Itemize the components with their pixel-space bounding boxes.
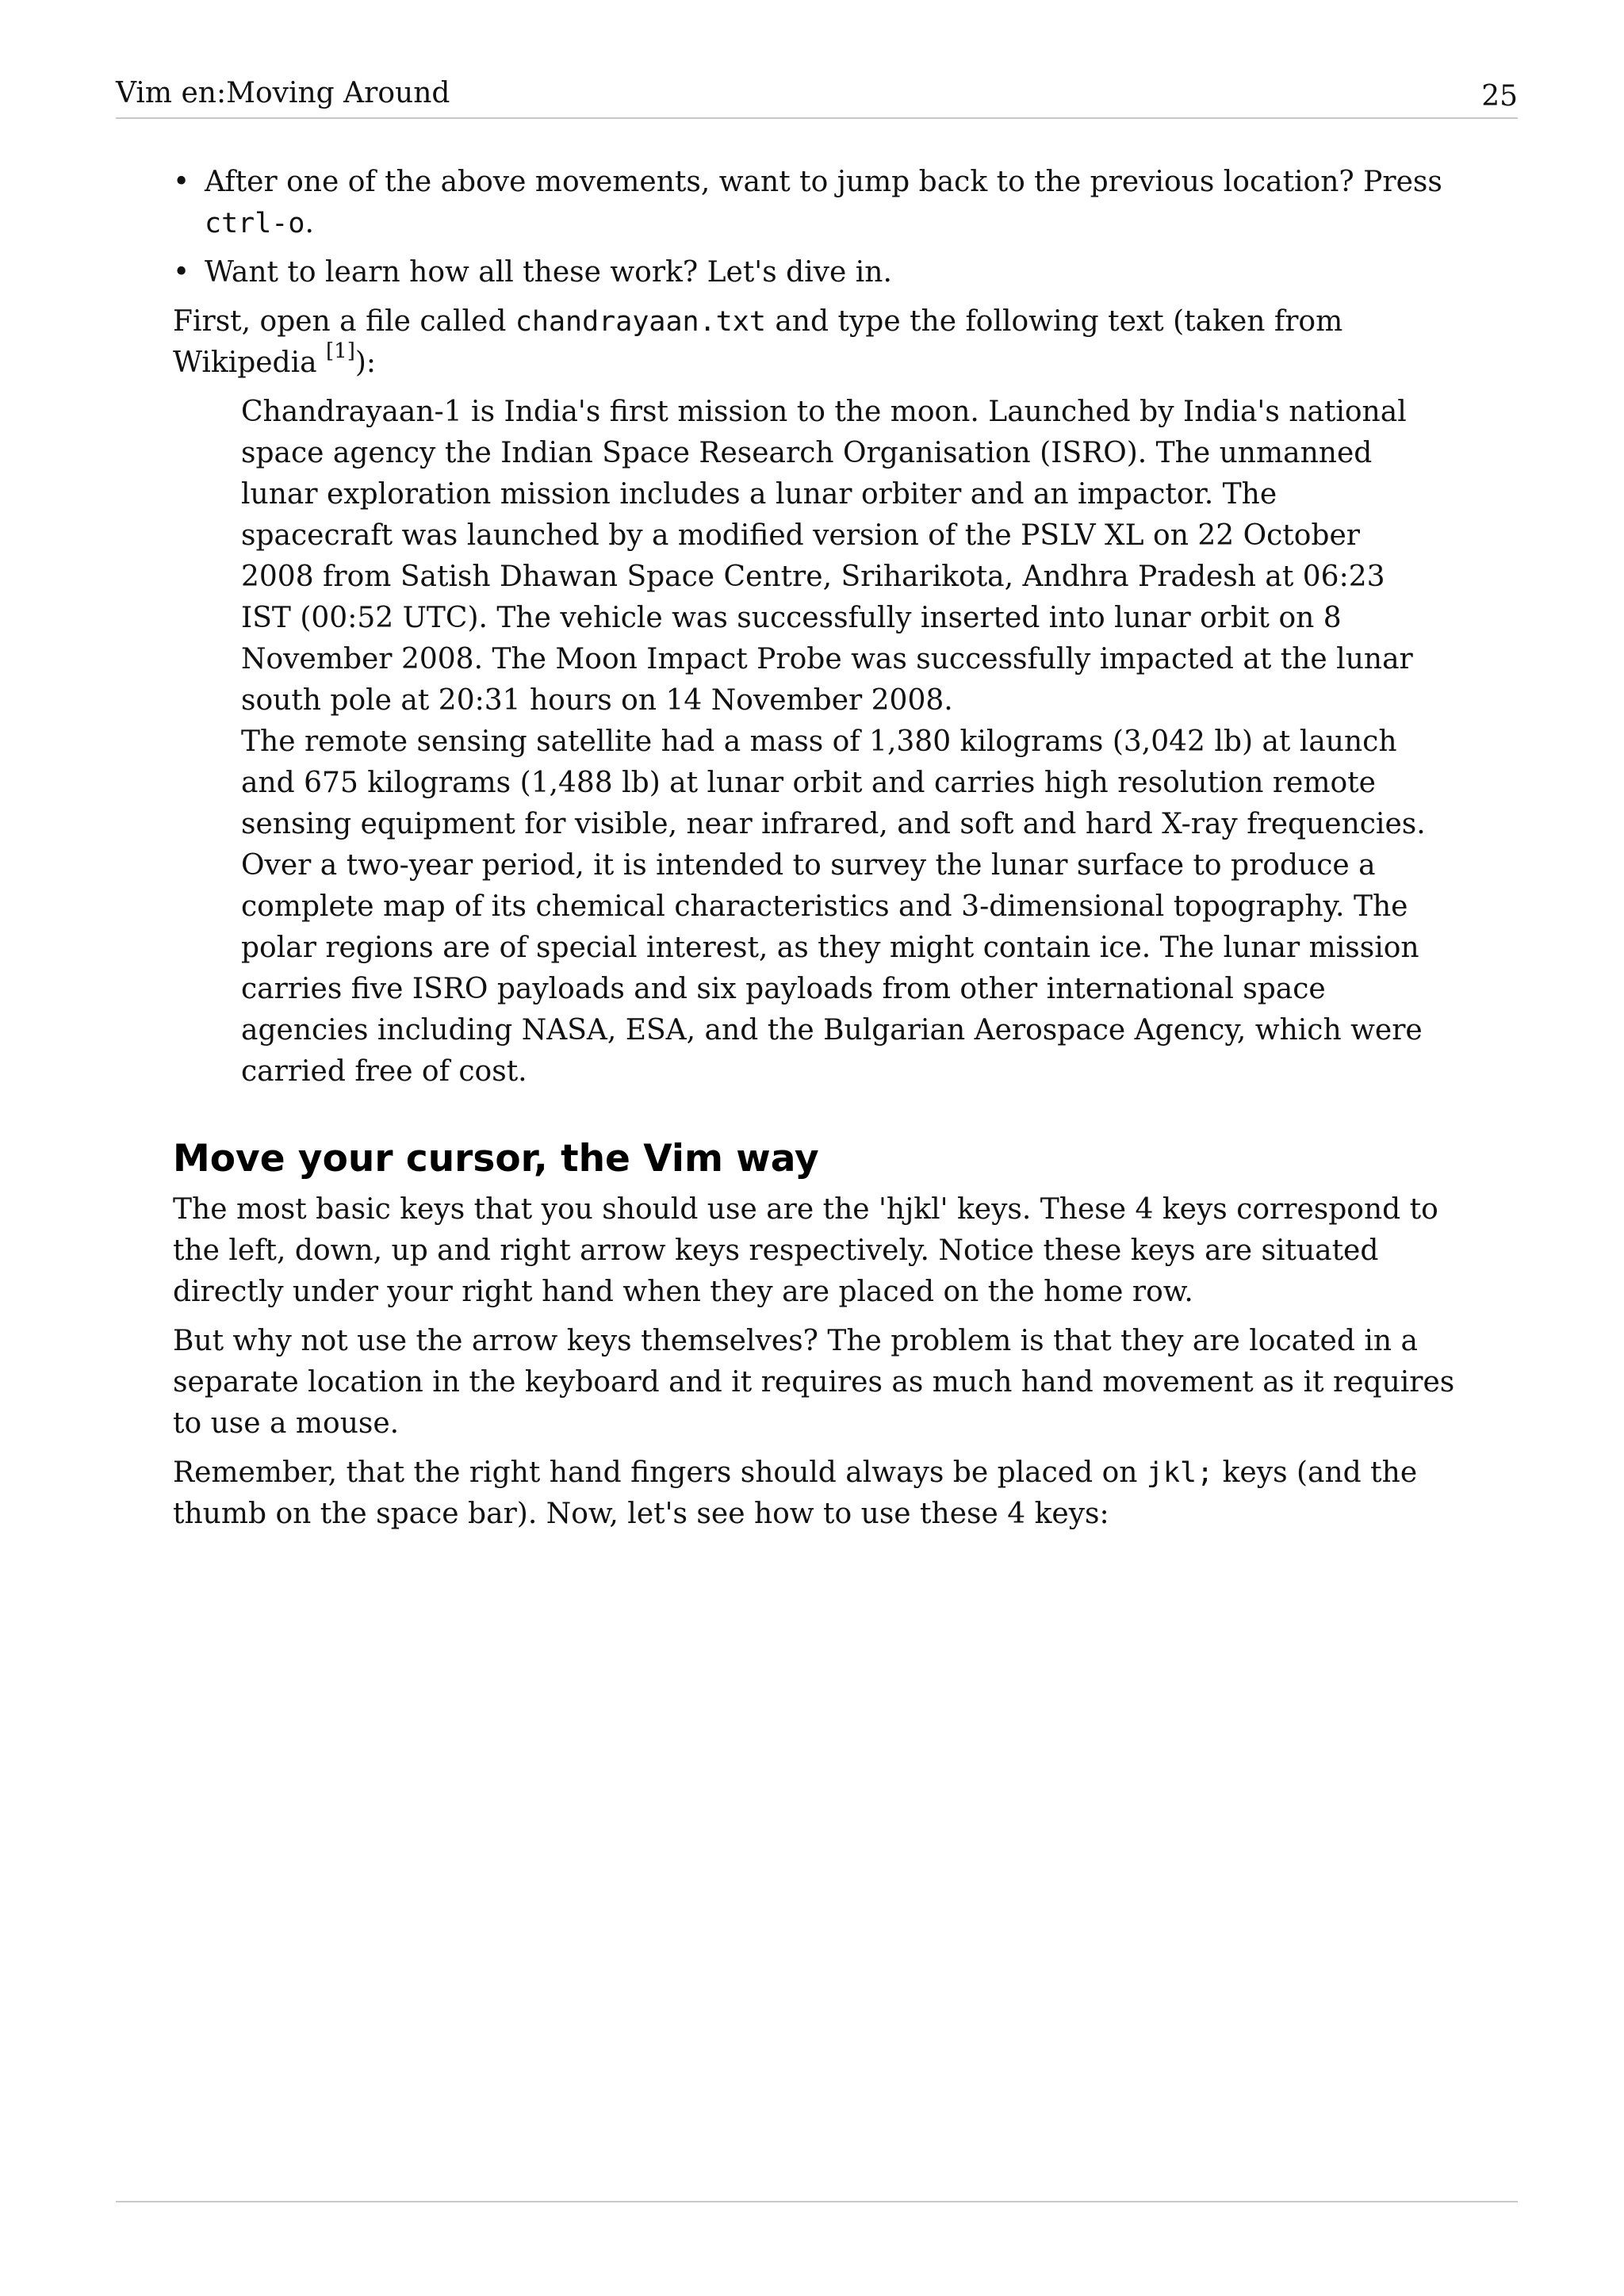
body-paragraph: The most basic keys that you should use are the 'hjkl' keys. These 4 keys correspond to the left, down, up and right arrow keys respectively. Notice these keys are situated directly under your right hand when they are placed on the home row. <box>173 1193 1438 1308</box>
page-number: 25 <box>1481 80 1518 113</box>
section-heading: Move your cursor, the Vim way <box>173 1137 819 1181</box>
footer-divider <box>116 2201 1518 2202</box>
inline-code: ctrl-o <box>205 208 305 239</box>
list-item <box>173 162 1473 244</box>
quoted-text-block <box>241 392 1431 1093</box>
intro-text: First, open a file called <box>173 305 515 338</box>
list-item <box>173 252 1473 293</box>
body-text: Remember, that the right hand fingers should always be placed on <box>173 1456 1147 1489</box>
bullet-list <box>173 162 1473 293</box>
body-paragraph: But why not use the arrow keys themselves? The problem is that they are located in a separate location in the keyboard and it requires as much hand movement as it requires to use a mouse. <box>173 1325 1455 1440</box>
reference-link[interactable]: [1] <box>326 339 355 363</box>
quote-paragraph: The remote sensing satellite had a mass of 1,380 kilograms (3,042 lb) at launch and 675 kilograms (1,488 lb) at lunar orbit and carries high resolution remote sensing equipment for visible, near infrared, and soft and hard X-ray frequencies. Over a two-year period, it is intended to survey the lunar surface to produce a complete map of its chemical characteristics and 3-dimensional topography. The polar regions are of special interest, as they might contain ice. The lunar mission carries five ISRO payloads and six payloads from other international space agencies including NASA, ESA, and the Bulgarian Aerospace Agency, which were carried free of cost. <box>241 725 1426 1088</box>
page-content <box>173 162 1473 1543</box>
header-title: Vim en:Moving Around <box>116 77 450 109</box>
bullet-icon: • <box>173 256 190 289</box>
page-header <box>116 73 1518 119</box>
bullet-text-end: . <box>304 207 314 239</box>
intro-text-cont: and type the following text (taken from Wikipedia <box>173 305 1343 379</box>
bullet-icon: • <box>173 166 190 198</box>
intro-paragraph <box>173 301 1473 384</box>
body-text-end: keys (and the thumb on the space bar). Now, let's see how to use these 4 keys: <box>173 1456 1418 1530</box>
bullet-text: After one of the above movements, want to jump back to the previous location? Press <box>205 166 1442 198</box>
filename-code: chandrayaan.txt <box>515 306 766 338</box>
quote-paragraph: Chandrayaan-1 is India's first mission to the moon. Launched by India's national space agency the Indian Space Research Organisation (ISRO). The unmanned lunar exploration mission includes a lunar orbiter and an impactor. The spacecraft was launched by a modified version of the PSLV XL on 22 October 2008 from Satish Dhawan Space Centre, Sriharikota, Andhra Pradesh at 06:23 IST (00:52 UTC). The vehicle was successfully inserted into lunar orbit on 8 November 2008. The Moon Impact Probe was successfully impacted at the lunar south pole at 20:31 hours on 14 November 2008. <box>241 396 1413 717</box>
inline-code: jkl; <box>1146 1457 1214 1489</box>
intro-text-end: ): <box>354 346 377 379</box>
body-paragraph <box>173 1452 1473 1535</box>
bullet-text: Want to learn how all these work? Let's dive in. <box>205 256 892 289</box>
